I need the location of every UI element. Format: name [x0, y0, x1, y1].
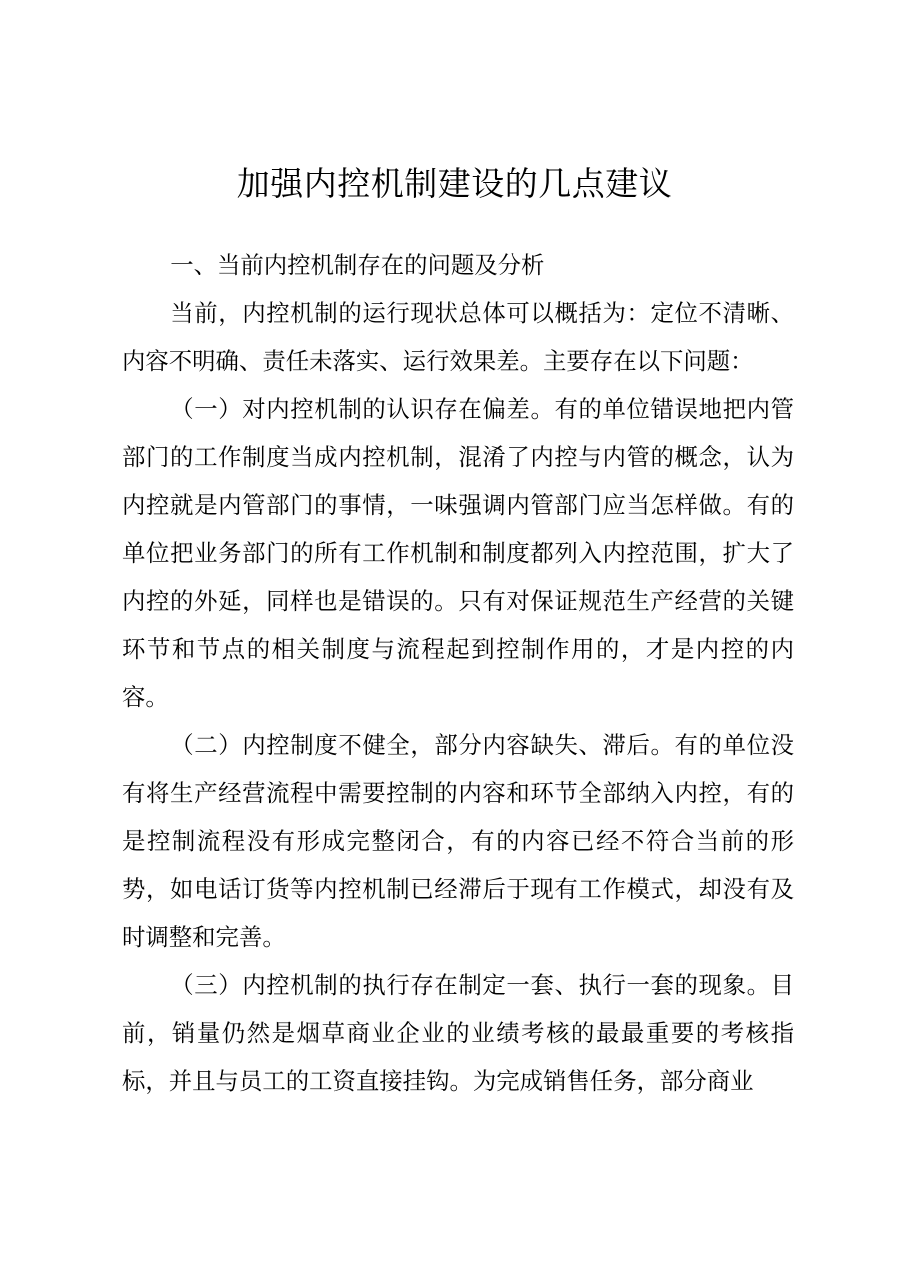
document-body	[122, 241, 794, 1105]
document-title: 加强内控机制建设的几点建议	[236, 164, 673, 203]
section-heading: 一、当前内控机制存在的问题及分析	[170, 251, 545, 279]
paragraph-issue-3: （三）内控机制的执行存在制定一套、执行一套的现象。目前，销量仍然是烟草商业企业的业绩考核的最最重要的考核指标，并且与员工的工资直接挂钩。为完成销售任务，部分商业	[122, 971, 794, 1095]
paragraph-issue-2: （二）内控制度不健全，部分内容缺失、滞后。有的单位没有将生产经营流程中需要控制的内容和环节全部纳入内控，有的是控制流程没有形成完整闭合，有的内容已经不符合当前的形势，如电话订货等内控机制已经滞后于现有工作模式，却没有及时调整和完善。	[122, 731, 794, 951]
paragraph-overview: 当前，内控机制的运行现状总体可以概括为：定位不清晰、内容不明确、责任未落实、运行效果差。主要存在以下问题：	[122, 299, 794, 375]
paragraph-issue-1: （一）对内控机制的认识存在偏差。有的单位错误地把内管部门的工作制度当成内控机制，混淆了内控与内管的概念，认为内控就是内管部门的事情，一味强调内管部门应当怎样做。有的单位把业务部门的所有工作机制和制度都列入内控范围，扩大了内控的外延，同样也是错误的。只有对保证规范生产经营的关键环节和节点的相关制度与流程起到控制作用的，才是内控的内容。	[122, 395, 794, 711]
